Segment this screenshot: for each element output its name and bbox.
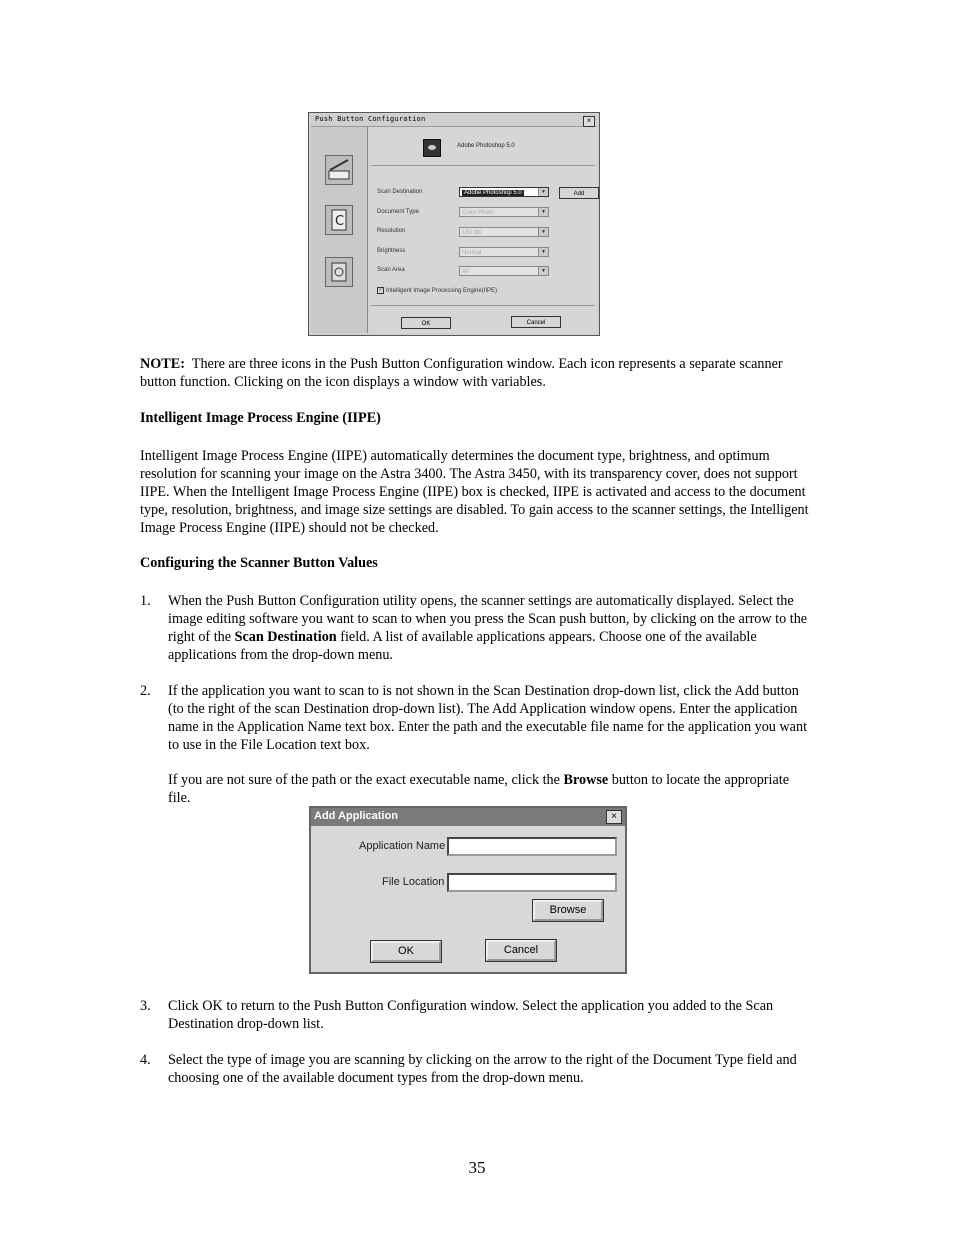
note-paragraph (140, 355, 815, 391)
brightness-select (459, 247, 549, 257)
scan-area-value: All (462, 269, 469, 275)
scan-destination-value: Adobe Photoshop 5.0 (464, 190, 522, 196)
list-item: If the application you want to scan to is not shown in the Scan Destination drop-down list, click the Add button (to the right of the scan Destination drop-down list). The Add Application window opens. Enter the application name in the Application Name text box. Enter the path and the executable file name for the application you want to use in the File Location text box. (168, 683, 808, 753)
resolution-select (459, 227, 549, 237)
scan-area-label: Scan Area (377, 267, 405, 273)
iipe-checkbox-row[interactable] (377, 287, 497, 294)
window-title: Push Button Configuration (315, 115, 426, 123)
resolution-value: 150 dpi (462, 230, 482, 236)
scan-area-select (459, 266, 549, 276)
iipe-checkbox[interactable]: ✓ (378, 287, 383, 293)
list-number: 3. (140, 998, 151, 1014)
page-number: 35 (468, 1158, 486, 1177)
list-item-sub (168, 771, 813, 807)
brightness-value: Normal (462, 250, 482, 256)
resolution-label: Resolution (377, 228, 406, 234)
title-bar (311, 115, 597, 127)
list-item (168, 592, 813, 664)
ok-button[interactable]: OK (401, 317, 451, 329)
iipe-heading: Intelligent Image Process Engine (IIPE) (140, 410, 381, 426)
note-label: NOTE: (140, 356, 185, 372)
title-bar (311, 808, 625, 826)
iipe-paragraph: Intelligent Image Process Engine (IIPE) automatically determines the document type, brightness, and optimum resolution for scanning your image on the Astra 3400. The Astra 3450, with its transparency cover, does not support IIPE. When the Intelligent Image Process Engine (IIPE) box is checked, IIPE is activated and access to the document type, resolution, brightness, and image size settings are disabled. To gain access to the scanner settings, the Intelligent Image Process Engine (IIPE) should not be checked. (140, 448, 809, 536)
application-name-label: Application Name (359, 840, 446, 852)
item-text: button to locate the appropriate file. (168, 772, 790, 806)
item-text: When the Push Button Configuration utility opens, the scanner settings are automatically displayed. Select the image editing software you want to scan to when you press the Scan push button, by clicking on the arrow to the right of the (168, 593, 808, 645)
config-heading: Configuring the Scanner Button Values (140, 555, 378, 571)
power-function-icon[interactable] (325, 257, 353, 287)
list-number: 4. (140, 1052, 151, 1068)
close-icon[interactable]: × (606, 810, 622, 824)
divider (371, 305, 595, 306)
chevron-down-icon: ▼ (538, 228, 548, 236)
photoshop-eye-icon (423, 139, 441, 157)
brightness-label: Brightness (377, 248, 406, 254)
item-text: field. A list of available applications appears. Choose one of the available applications from the drop-down menu. (168, 629, 757, 663)
settings-pane (369, 127, 597, 333)
chevron-down-icon: ▼ (538, 248, 548, 256)
close-icon[interactable]: × (583, 116, 595, 127)
scan-function-icon[interactable] (325, 155, 353, 185)
item-bold: Scan Destination (234, 629, 337, 645)
document-type-value: Color Photo (462, 210, 494, 216)
iipe-checkbox-label: Intelligent Image Processing Engine(IIPE) (386, 288, 498, 295)
chevron-down-icon: ▼ (538, 267, 548, 275)
ok-button[interactable]: OK (371, 941, 441, 962)
file-location-field[interactable] (447, 873, 617, 892)
copy-function-icon[interactable] (325, 205, 353, 235)
button-function-pane (311, 127, 368, 333)
chevron-down-icon: ▼ (538, 208, 548, 216)
add-button[interactable]: Add (559, 187, 599, 199)
window-title: Add Application (314, 810, 398, 822)
cancel-button[interactable]: Cancel (511, 316, 561, 328)
scan-destination-label: Scan Destination (377, 189, 423, 195)
application-name-field[interactable] (447, 837, 617, 856)
divider (371, 165, 595, 166)
add-application-window (309, 806, 627, 974)
application-title: Adobe Photoshop 5.0 (457, 143, 515, 149)
list-item: Select the type of image you are scanning by clicking on the arrow to the right of the Document Type field and choosing one of the available document types from the drop-down menu. (168, 1052, 797, 1086)
document-type-label: Document Type (377, 209, 419, 215)
file-location-label: File Location (382, 876, 445, 888)
chevron-down-icon[interactable]: ▼ (538, 188, 548, 196)
list-number: 1. (140, 593, 151, 609)
item-text: If you are not sure of the path or the exact executable name, click the (168, 772, 564, 788)
document-type-select (459, 207, 549, 217)
svg-text:C: C (335, 214, 345, 229)
cancel-button[interactable]: Cancel (486, 940, 556, 961)
item-bold: Browse (563, 772, 609, 788)
list-number: 2. (140, 683, 151, 699)
list-item: Click OK to return to the Push Button Configuration window. Select the application you added to the Scan Destination drop-down list. (168, 998, 774, 1032)
push-button-config-window (308, 112, 600, 336)
browse-button[interactable]: Browse (533, 900, 603, 921)
note-text: There are three icons in the Push Button Configuration window. Each icon represents a separate scanner button function. Clicking on the icon displays a window with variables. (140, 356, 783, 390)
scan-destination-select[interactable] (459, 187, 549, 197)
